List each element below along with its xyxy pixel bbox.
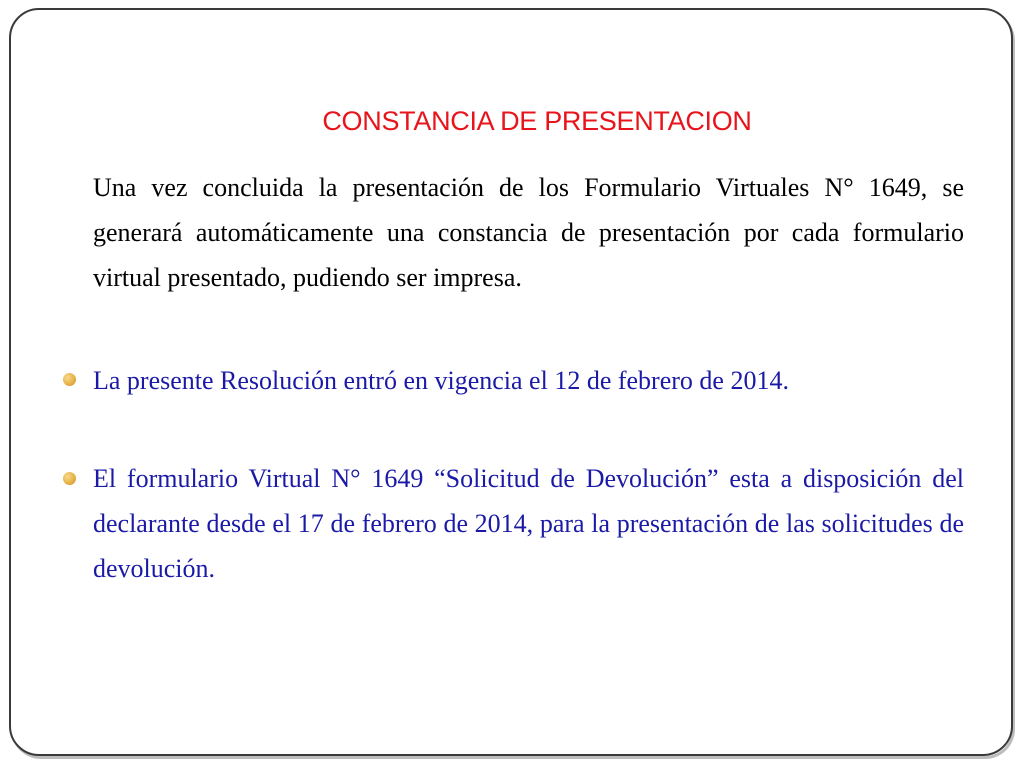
bullet-marker-icon <box>63 373 76 386</box>
slide-title: CONSTANCIA DE PRESENTACION <box>322 106 752 136</box>
intro-paragraph: Una vez concluida la presentación de los Formulario Virtuales N° 1649, se generará automáticamente una constancia de presentación por cada formulario virtual presentado, pudiendo ser impresa. <box>93 173 964 292</box>
bullet-item: El formulario Virtual N° 1649 “Solicitud de Devolución” esta a disposición del declarante desde el 17 de febrero de 2014, para la presentación de las solicitudes de devolución. <box>93 464 964 583</box>
bullet-item: La presente Resolución entró en vigencia el 12 de febrero de 2014. <box>93 366 789 395</box>
bullet-marker-icon <box>63 472 76 485</box>
